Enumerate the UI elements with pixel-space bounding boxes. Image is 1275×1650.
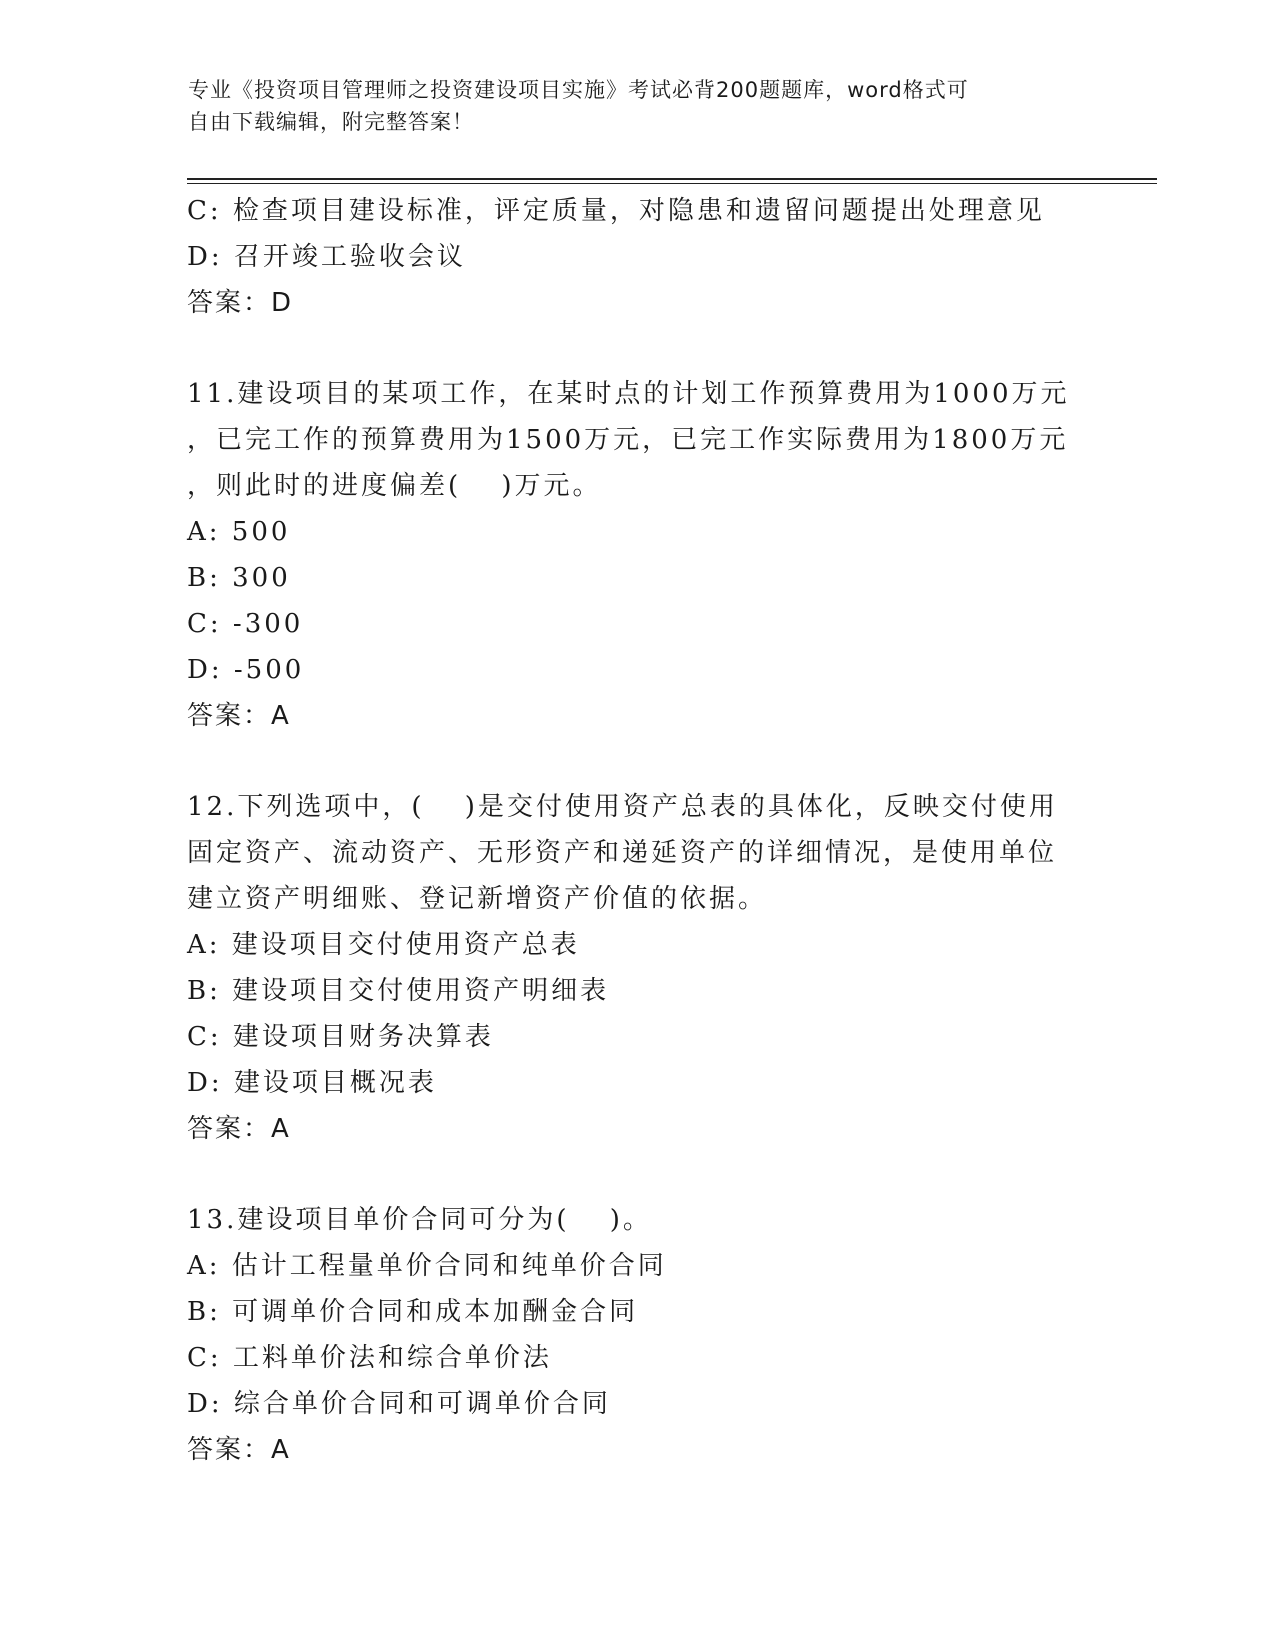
header-divider [187, 178, 1157, 180]
option-a: A: 估计工程量单价合同和纯单价合同 [187, 1251, 667, 1281]
spacer [187, 739, 1067, 784]
previous-question-tail [187, 188, 1067, 326]
header-divider-thin [187, 183, 1157, 184]
question-text-line: 12.下列选项中，( )是交付使用资产总表的具体化，反映交付使用 [187, 792, 1058, 822]
question-text-line: 13.建设项目单价合同可分为( )。 [187, 1205, 652, 1235]
header-title-line-2: 自由下载编辑，附完整答案！ [188, 110, 474, 134]
question-text-line: ，则此时的进度偏差( )万元。 [187, 471, 602, 501]
option-a: A: 500 [187, 517, 291, 547]
option-a: A: 建设项目交付使用资产总表 [187, 930, 580, 960]
option-b: B: 建设项目交付使用资产明细表 [187, 976, 610, 1006]
question-text-line: 建立资产明细账、登记新增资产价值的依据。 [187, 884, 768, 914]
answer-line: 答案：D [187, 288, 294, 318]
question-block [187, 371, 1070, 739]
option-c: C: 检查项目建设标准，评定质量，对隐患和遗留问题提出处理意见 [187, 196, 1045, 226]
option-d: D: 建设项目概况表 [187, 1068, 437, 1098]
option-c: C: -300 [187, 609, 304, 639]
question-block [187, 1197, 1067, 1473]
question-block [187, 784, 1067, 1152]
question-text-line: 11.建设项目的某项工作，在某时点的计划工作预算费用为1000万元 [187, 379, 1070, 409]
option-c: C: 建设项目财务决算表 [187, 1022, 494, 1052]
option-b: B: 300 [187, 563, 291, 593]
option-c: C: 工料单价法和综合单价法 [187, 1343, 552, 1373]
spacer [187, 1152, 1067, 1197]
option-d: D: 综合单价合同和可调单价合同 [187, 1389, 611, 1419]
document-header [188, 74, 1068, 138]
option-b: B: 可调单价合同和成本加酬金合同 [187, 1297, 639, 1327]
option-d: D: 召开竣工验收会议 [187, 242, 466, 272]
header-title-line-1: 专业《投资项目管理师之投资建设项目实施》考试必背200题题库，word格式可 [188, 78, 969, 102]
question-text-line: 固定资产、流动资产、无形资产和递延资产的详细情况，是使用单位 [187, 838, 1058, 868]
spacer [187, 326, 1067, 371]
answer-line: 答案：A [187, 1114, 291, 1144]
question-text-line: ，已完工作的预算费用为1500万元，已完工作实际费用为1800万元 [187, 425, 1069, 455]
document-body [187, 188, 1070, 1473]
option-d: D: -500 [187, 655, 305, 685]
answer-line: 答案：A [187, 701, 291, 731]
answer-line: 答案：A [187, 1435, 291, 1465]
